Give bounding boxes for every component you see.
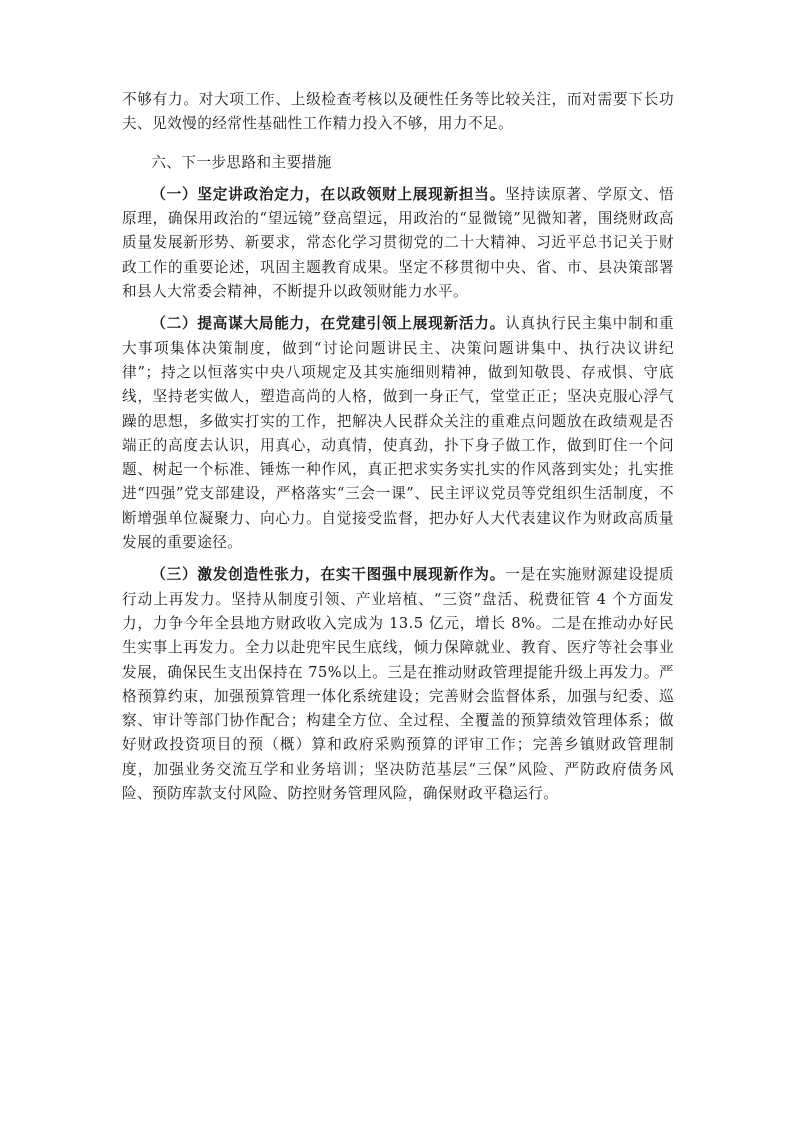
measure-paragraph-2 — [122, 312, 674, 555]
measure-body-2: 认真执行民主集中制和重大事项集体决策制度，做到“讨论问题讲民主、决策问题讲集中、执行决议讲纪律”；持之以恒落实中央八项规定及其实施细则精神，做到知敬畏、存戒惧、守底线，坚持老实做人，塑造高尚的人格，做到一身正气，堂堂正正；坚决克服心浮气躁的思想，多做实打实的工作，把解决人民群众关注的重难点问题放在政绩观是否端正的高度去认识，用真心，动真情，使真劲，扑下身子做工作，做到盯住一个问题、树起一个标准、锤炼一种作风，真正把求实务实扎实的作风落到实处；扎实推进“四强”党支部建设，严格落实“三会一课”、民主评议党员等党组织生活制度，不断增强单位凝聚力、向心力。自觉接受监督，把办好人大代表建议作为财政高质量发展的重要途径。 — [122, 315, 675, 552]
measure-title-3: （三）激发创造性张力，在实干图强中展现新作为。 — [151, 566, 506, 584]
section-heading: 六、下一步思路和主要措施 — [151, 153, 332, 171]
measure-body-3: 一是在实施财源建设提质行动上再发力。坚持从制度引领、产业培植、“三资”盘活、税费征管 4 个方面发力，力争今年全县地方财政收入完成为 13.5 亿元，增长 8%。二是在推动办好民生实事上再发力。全力以赴兜牢民生底线，倾力保障就业、教育、医疗等社会事业发展，确保民生支出保持在 75%以上。三是在推动财政管理提能升级上再发力。严格预算约束，加强预算管理一体化系统建设；完善财会监督体系，加强与纪委、巡察、审计等部门协作配合；构建全方位、全过程、全覆盖的预算绩效管理体系；做好财政投资项目的预（概）算和政府采购预算的评审工作；完善乡镇财政管理制度，加强业务交流互学和业务培训；坚决防范基层“三保”风险、严防政府债务风险、预防库款支付风险、防控财务管理风险，确保财政平稳运行。 — [122, 566, 675, 803]
measure-paragraph-1 — [122, 183, 674, 304]
measure-body-1: 坚持读原著、学原文、悟原理，确保用政治的“望远镜”登高望远，用政治的“显微镜”见微知著，围绕财政高质量发展新形势、新要求，常态化学习贯彻党的二十大精神、习近平总书记关于财政工作的重要论述，巩固主题教育成果。坚定不移贯彻中央、省、市、县决策部署和县人大常委会精神，不断提升以政领财能力水平。 — [122, 185, 675, 301]
measure-title-2: （二）提高谋大局能力，在党建引领上展现新活力。 — [151, 315, 506, 333]
document-page — [122, 88, 674, 814]
measure-paragraph-3 — [122, 563, 674, 806]
continued-paragraph: 不够有力。对大项工作、上级检查考核以及硬性任务等比较关注，而对需要下长功夫、见效慢的经常性基础性工作精力投入不够，用力不足。 — [122, 91, 674, 133]
measure-title-1: （一）坚定讲政治定力，在以政领财上展现新担当。 — [151, 185, 506, 203]
